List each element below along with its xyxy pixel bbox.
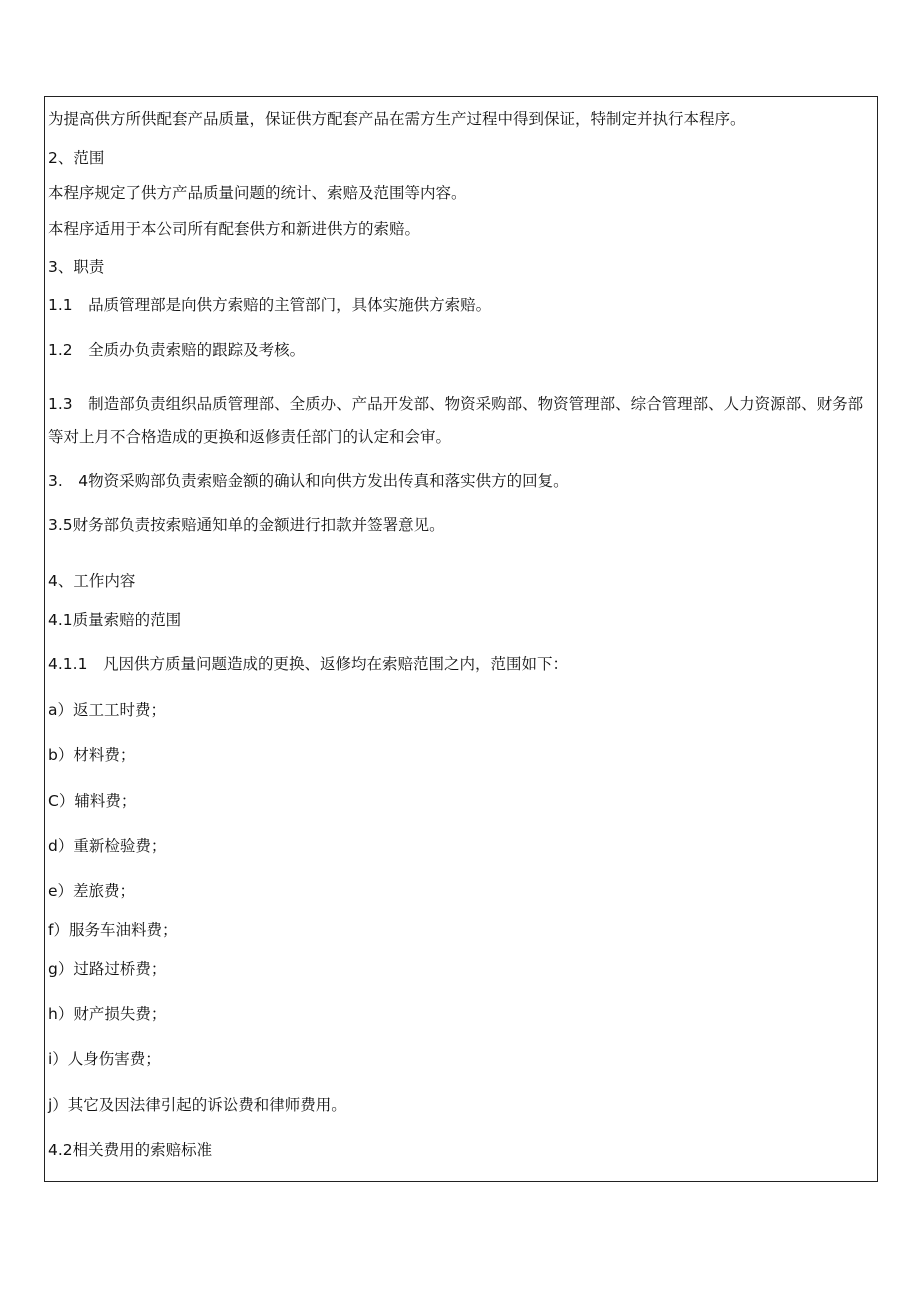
list-item: C）辅料费； xyxy=(48,792,137,810)
scope-line-1: 本程序规定了供方产品质量问题的统计、索赔及范围等内容。 xyxy=(48,184,467,202)
list-item: f）服务车油料费； xyxy=(48,921,178,939)
list-item: h）财产损失费； xyxy=(48,1005,167,1023)
list-item: i）人身伤害费； xyxy=(48,1050,161,1068)
intro-paragraph: 为提高供方所供配套产品质量，保证供方配套产品在需方生产过程中得到保证，特制定并执行本程序。 xyxy=(48,110,746,128)
duty-5: 3.5财务部负责按索赔通知单的金额进行扣款并签署意见。 xyxy=(48,516,445,534)
scope-line-2: 本程序适用于本公司所有配套供方和新进供方的索赔。 xyxy=(48,220,421,238)
list-item: g）过路过桥费； xyxy=(48,960,167,978)
work-heading: 4、工作内容 xyxy=(48,572,136,590)
list-item: a）返工工时费； xyxy=(48,701,166,719)
list-item: d）重新检验费； xyxy=(48,837,167,855)
scope-heading: 2、范围 xyxy=(48,149,105,167)
duties-heading: 3、职责 xyxy=(48,258,105,276)
duty-1: 1.1 品质管理部是向供方索赔的主管部门，具体实施供方索赔。 xyxy=(48,296,492,314)
list-item: e）差旅费； xyxy=(48,882,136,900)
duty-3: 1.3 制造部负责组织品质管理部、全质办、产品开发部、物资采购部、物资管理部、综合管理部、人力资源部、财务部等对上月不合格造成的更换和返修责任部门的认定和会审。 xyxy=(48,395,864,446)
list-item: j）其它及因法律引起的诉讼费和律师费用。 xyxy=(48,1096,347,1114)
document-frame xyxy=(44,96,878,1182)
claim-scope-intro: 4.1.1 凡因供方质量问题造成的更换、返修均在索赔范围之内，范围如下： xyxy=(48,655,568,673)
duty-4: 3. 4物资采购部负责索赔金额的确认和向供方发出传真和落实供方的回复。 xyxy=(48,472,569,490)
standard-heading: 4.2相关费用的索赔标准 xyxy=(48,1141,213,1159)
duty-2: 1.2 全质办负责索赔的跟踪及考核。 xyxy=(48,341,306,359)
list-item: b）材料费； xyxy=(48,746,136,764)
claim-scope-heading: 4.1质量索赔的范围 xyxy=(48,611,182,629)
